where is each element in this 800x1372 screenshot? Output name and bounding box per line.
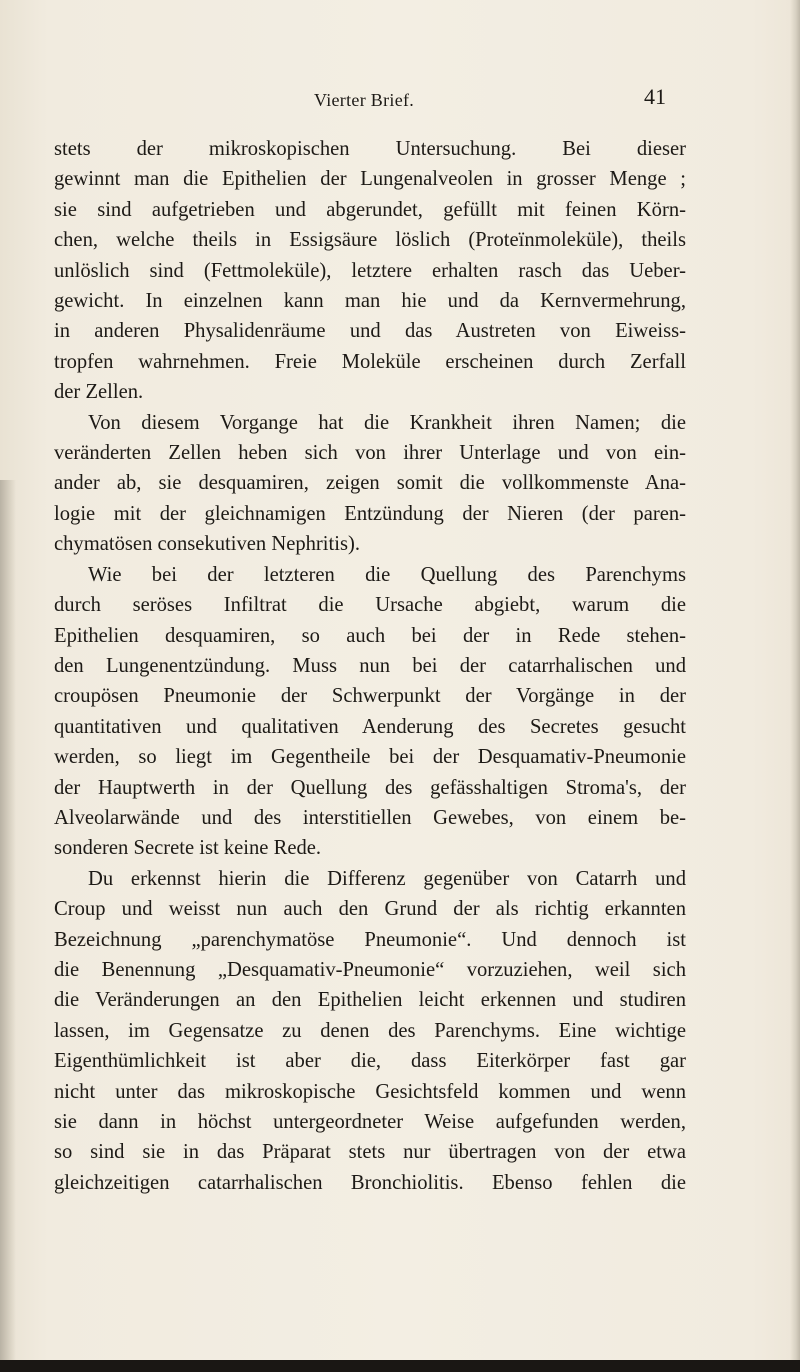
text-line: werden, so liegt im Gegentheile bei der Desquamativ-Pneumonie <box>54 746 686 769</box>
text-line: Eigenthümlichkeit ist aber die, dass Eiterkörper fast gar <box>54 1050 686 1073</box>
text-line: veränderten Zellen heben sich von ihrer Unterlage und von ein- <box>54 442 686 465</box>
text-line: Du erkennst hierin die Differenz gegenüber von Catarrh und <box>88 867 686 890</box>
page-number: 41 <box>644 84 666 109</box>
text-line: chymatösen consekutiven Nephritis). <box>54 533 360 556</box>
page-header <box>0 82 800 116</box>
text-line: Wie bei der letzteren die Quellung des Parenchyms <box>88 563 686 586</box>
text-line: gewinnt man die Epithelien der Lungenalveolen in grosser Menge ; <box>54 168 686 191</box>
text-line: der Hauptwerth in der Quellung des gefässhaltigen Stroma's, der <box>54 776 686 799</box>
text-line: tropfen wahrnehmen. Freie Moleküle erscheinen durch Zerfall <box>54 350 686 373</box>
text-line: Epithelien desquamiren, so auch bei der in Rede stehen- <box>54 624 686 647</box>
text-line: der Zellen. <box>54 381 144 404</box>
text-line: stets der mikroskopischen Untersuchung. Bei dieser <box>54 138 686 160</box>
running-head: Vierter Brief. <box>314 90 415 110</box>
text-line: den Lungenentzündung. Muss nun bei der catarrhalischen und <box>54 654 686 677</box>
text-line: Croup und weisst nun auch den Grund der als richtig erkannten <box>54 898 686 921</box>
bottom-edge <box>0 1360 800 1372</box>
text-line: unlöslich sind (Fettmoleküle), letztere erhalten rasch das Ueber- <box>54 259 686 282</box>
text-line: Bezeichnung „parenchymatöse Pneumonie“. Und dennoch ist <box>54 928 686 951</box>
text-line: sonderen Secrete ist keine Rede. <box>54 837 322 860</box>
text-line: gleichzeitigen catarrhalischen Bronchiolitis. Ebenso fehlen die <box>54 1171 686 1194</box>
text-line: sie sind aufgetrieben und abgerundet, gefüllt mit feinen Körn- <box>54 198 686 221</box>
text-line: lassen, im Gegensatze zu denen des Parenchyms. Eine wichtige <box>54 1019 686 1042</box>
page-edge <box>790 0 800 1372</box>
text-line: ander ab, sie desquamiren, zeigen somit die vollkommenste Ana- <box>54 472 686 495</box>
text-line: chen, welche theils in Essigsäure löslich (Proteïnmoleküle), theils <box>54 229 686 252</box>
text-line: durch seröses Infiltrat die Ursache abgiebt, warum die <box>54 594 686 617</box>
text-line: croupösen Pneumonie der Schwerpunkt der Vorgänge in der <box>54 685 686 708</box>
text-line: Von diesem Vorgange hat die Krankheit ihren Namen; die <box>88 411 686 434</box>
text-line: nicht unter das mikroskopische Gesichtsfeld kommen und wenn <box>54 1080 686 1103</box>
text-line: Alveolarwände und des interstitiellen Gewebes, von einem be- <box>54 806 686 829</box>
body-text <box>54 134 686 1198</box>
text-line: logie mit der gleichnamigen Entzündung der Nieren (der paren- <box>54 502 686 525</box>
text-line: gewicht. In einzelnen kann man hie und da Kernvermehrung, <box>54 290 686 313</box>
text-line: in anderen Physalidenräume und das Austreten von Eiweiss- <box>54 320 686 343</box>
text-line: quantitativen und qualitativen Aenderung des Secretes gesucht <box>54 715 686 738</box>
text-line: die Veränderungen an den Epithelien leicht erkennen und studiren <box>54 989 686 1012</box>
text-line: die Benennung „Desquamativ-Pneumonie“ vorzuziehen, weil sich <box>54 958 686 981</box>
text-line: sie dann in höchst untergeordneter Weise aufgefunden werden, <box>54 1111 686 1133</box>
binding-shadow <box>0 480 16 1372</box>
text-line: so sind sie in das Präparat stets nur übertragen von der etwa <box>54 1141 686 1164</box>
